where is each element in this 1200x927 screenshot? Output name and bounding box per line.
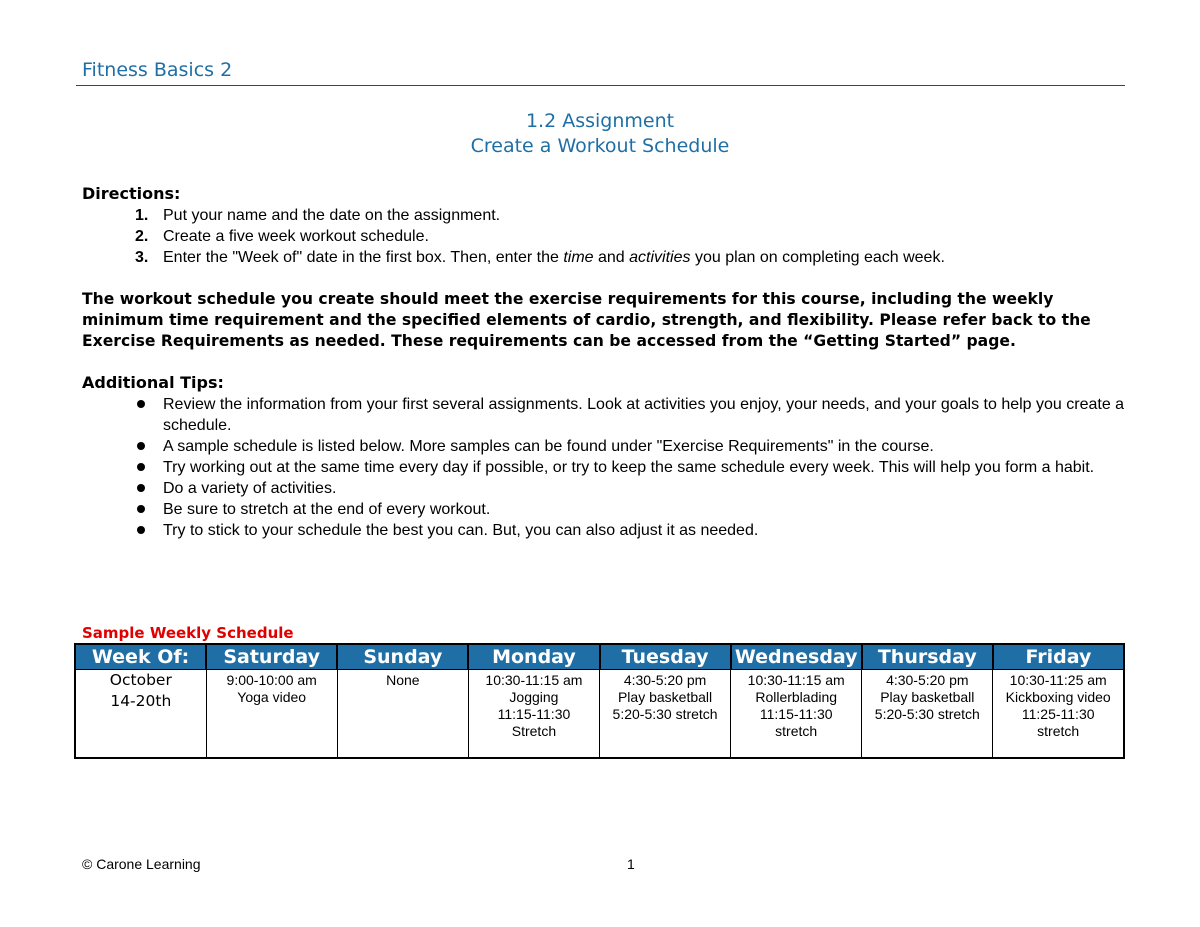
cell-line: Kickboxing video (1005, 689, 1111, 705)
document-header-title: Fitness Basics 2 (82, 59, 233, 81)
cell-line: 5:20-5:30 stretch (612, 706, 718, 722)
tip-item (82, 394, 1127, 436)
item-text: Create a five week workout schedule. (163, 228, 429, 245)
tip-item (82, 499, 1127, 520)
bullet-icon (137, 400, 145, 408)
item-text-mid: and (593, 249, 630, 266)
header-rule (76, 85, 1125, 86)
cell-saturday (206, 670, 337, 759)
cell-line: 11:15-11:30 (759, 706, 833, 722)
cell-line: 4:30-5:20 pm (623, 672, 707, 688)
column-header-saturday: Saturday (206, 644, 337, 670)
cell-friday (993, 670, 1124, 759)
cell-line: None (386, 672, 420, 688)
tip-item (82, 457, 1127, 478)
cell-line: 4:30-5:20 pm (886, 672, 969, 688)
column-header-tuesday: Tuesday (600, 644, 731, 670)
directions-item (82, 247, 945, 268)
cell-thursday (862, 670, 993, 759)
tips-label: Additional Tips: (82, 373, 224, 392)
cell-line: Jogging (509, 689, 559, 705)
column-header-thursday: Thursday (862, 644, 993, 670)
cell-week-of (75, 670, 206, 759)
item-emphasis-activities: activities (629, 249, 691, 266)
footer-page-number: 1 (627, 856, 635, 872)
tip-text: Review the information from your first several assignments. Look at activities you enjoy, your needs, and your goals to help you create a schedule. (163, 396, 1125, 434)
cell-line: 10:30-11:15 am (747, 672, 845, 688)
requirements-paragraph: The workout schedule you create should meet the exercise requirements for this course, including the weekly minimum time requirement and the specified elements of cardio, strength, and flexibility. Please refer back to the Exercise Requirements as needed. These requirements can be accessed from the “Getting Started” page. (82, 290, 1091, 350)
tip-item (82, 436, 1127, 457)
item-text-post: you plan on completing each week. (690, 249, 945, 266)
cell-sunday (337, 670, 468, 759)
column-header-sunday: Sunday (337, 644, 468, 670)
tip-text: Try working out at the same time every day if possible, or try to keep the same schedule every week. This will help you form a habit. (163, 459, 1095, 476)
tip-item (82, 478, 1127, 499)
item-text: Put your name and the date on the assignment. (163, 207, 501, 224)
bullet-icon (137, 484, 145, 492)
tip-text: Be sure to stretch at the end of every workout. (163, 501, 491, 518)
cell-line: Rollerblading (755, 689, 838, 705)
cell-line: 9:00-10:00 am (226, 672, 317, 688)
directions-list (82, 205, 945, 268)
cell-line: Play basketball (880, 689, 975, 705)
cell-monday (468, 670, 599, 759)
directions-item (82, 205, 945, 226)
bullet-icon (137, 526, 145, 534)
tip-text: Try to stick to your schedule the best you can. But, you can also adjust it as needed. (163, 522, 759, 539)
tip-text: Do a variety of activities. (163, 480, 337, 497)
item-text-pre: Enter the "Week of" date in the first box. Then, enter the (163, 249, 564, 266)
table-row (75, 670, 1124, 759)
bullet-icon (137, 442, 145, 450)
cell-line: 5:20-5:30 stretch (874, 706, 980, 722)
item-number: 1. (135, 207, 149, 224)
tip-item (82, 520, 1127, 541)
cell-line: stretch (1037, 723, 1080, 739)
tips-list (82, 394, 1127, 541)
column-header-monday: Monday (468, 644, 599, 670)
bullet-icon (137, 505, 145, 513)
column-header-week-of: Week Of: (75, 644, 206, 670)
directions-item (82, 226, 945, 247)
cell-line: Yoga video (237, 689, 307, 705)
cell-line: Play basketball (617, 689, 713, 705)
cell-line: 14-20th (110, 692, 172, 710)
bullet-icon (137, 463, 145, 471)
column-header-friday: Friday (993, 644, 1124, 670)
footer-copyright: © Carone Learning (82, 856, 201, 872)
cell-line: 11:15-11:30 (497, 706, 571, 722)
table-header-row (75, 644, 1124, 670)
sample-schedule-label: Sample Weekly Schedule (82, 624, 294, 642)
cell-line: 10:30-11:25 am (1009, 672, 1107, 688)
sample-schedule-table (74, 643, 1125, 759)
directions-label: Directions: (82, 184, 181, 203)
item-number: 2. (135, 228, 149, 245)
cell-tuesday (600, 670, 731, 759)
tip-text: A sample schedule is listed below. More samples can be found under "Exercise Requirements" in the course. (163, 438, 934, 455)
item-emphasis-time: time (563, 249, 594, 266)
item-number: 3. (135, 249, 149, 266)
cell-wednesday (731, 670, 862, 759)
cell-line: 10:30-11:15 am (485, 672, 583, 688)
cell-line: 11:25-11:30 (1021, 706, 1095, 722)
assignment-title: Create a Workout Schedule (470, 135, 730, 157)
cell-line: October (109, 671, 172, 689)
column-header-wednesday: Wednesday (731, 644, 862, 670)
assignment-number: 1.2 Assignment (525, 110, 675, 132)
cell-line: stretch (775, 723, 818, 739)
cell-line: Stretch (511, 723, 557, 739)
